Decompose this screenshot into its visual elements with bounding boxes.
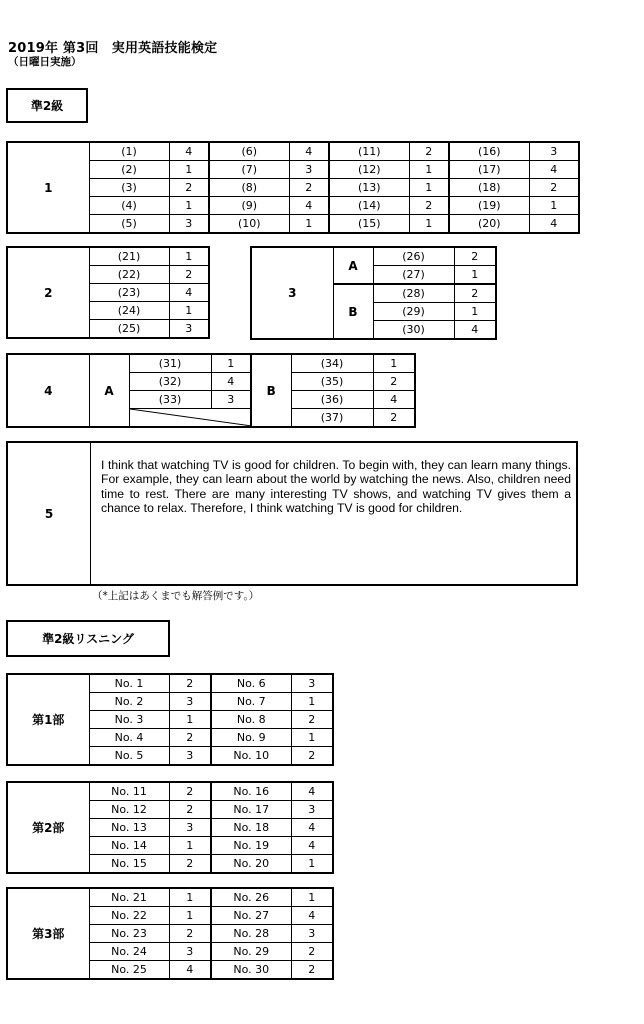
- listening-part2-table: [6, 781, 334, 874]
- listening-part3-table: [6, 887, 334, 980]
- page-subtitle: （日曜日実施）: [8, 56, 82, 68]
- answer-cell: 1: [169, 711, 211, 729]
- question-number: (22): [89, 266, 169, 284]
- page-title: 2019年 第3回 実用英語技能検定: [8, 41, 218, 56]
- listening-part1-table: [6, 673, 334, 766]
- empty-diagonal-cell: [129, 409, 251, 428]
- answer-cell: 3: [169, 693, 211, 711]
- answer-cell: 1: [289, 215, 329, 234]
- question-number: (30): [373, 321, 454, 340]
- question-number: No. 2: [89, 693, 169, 711]
- question-number: (11): [329, 142, 409, 161]
- question-number: No. 17: [211, 801, 291, 819]
- answer-cell: 4: [169, 284, 209, 302]
- listening-part-label: 第1部: [7, 674, 89, 765]
- question-number: No. 26: [211, 888, 291, 907]
- section5-answer-text: I think that watching TV is good for children. To begin with, they can learn many things. For example, they can learn about the world by watching the news. Also, children need time to rest. There are many interesting TV shows, and watching TV gives them a chance to relax. Therefore, I think watching TV is good for children.: [101, 458, 571, 516]
- question-number: (7): [209, 161, 289, 179]
- answer-cell: 4: [291, 819, 333, 837]
- question-number: No. 22: [89, 907, 169, 925]
- answer-cell: 4: [169, 961, 211, 980]
- question-number: No. 3: [89, 711, 169, 729]
- answer-cell: 1: [529, 197, 579, 215]
- question-number: No. 10: [211, 747, 291, 766]
- question-number: (28): [373, 284, 454, 303]
- answer-cell: 2: [289, 179, 329, 197]
- group-b-label: B: [251, 354, 291, 427]
- answer-cell: 1: [169, 888, 211, 907]
- question-number: (29): [373, 303, 454, 321]
- answer-cell: 4: [373, 391, 415, 409]
- answer-cell: 3: [169, 819, 211, 837]
- question-number: No. 14: [89, 837, 169, 855]
- answer-cell: 1: [169, 837, 211, 855]
- question-number: No. 11: [89, 782, 169, 801]
- question-number: (4): [89, 197, 169, 215]
- answer-cell: 1: [454, 266, 496, 285]
- answer-cell: 3: [291, 925, 333, 943]
- question-number: No. 29: [211, 943, 291, 961]
- section4-label: 4: [7, 354, 89, 427]
- question-number: (8): [209, 179, 289, 197]
- answer-cell: 2: [291, 961, 333, 980]
- question-number: (20): [449, 215, 529, 234]
- question-number: No. 6: [211, 674, 291, 693]
- answer-cell: 1: [291, 729, 333, 747]
- group-b-label: B: [333, 284, 373, 339]
- question-number: (36): [291, 391, 373, 409]
- question-number: No. 27: [211, 907, 291, 925]
- listening-part-label: 第3部: [7, 888, 89, 979]
- answer-cell: 2: [529, 179, 579, 197]
- listening-label: 準2級リスニング: [6, 620, 170, 657]
- answer-cell: 2: [454, 284, 496, 303]
- answer-cell: 3: [169, 320, 209, 339]
- question-number: (6): [209, 142, 289, 161]
- answer-cell: 1: [211, 354, 251, 373]
- answer-cell: 1: [169, 907, 211, 925]
- question-number: (34): [291, 354, 373, 373]
- question-number: (37): [291, 409, 373, 428]
- answer-cell: 2: [409, 142, 449, 161]
- answer-cell: 2: [291, 711, 333, 729]
- answer-cell: 4: [291, 837, 333, 855]
- answer-cell: 2: [169, 179, 209, 197]
- question-number: No. 18: [211, 819, 291, 837]
- answer-cell: 2: [169, 266, 209, 284]
- question-number: (19): [449, 197, 529, 215]
- answer-cell: 2: [373, 373, 415, 391]
- question-number: No. 24: [89, 943, 169, 961]
- question-number: (33): [129, 391, 211, 409]
- diagonal-line: [130, 409, 252, 426]
- answer-cell: 2: [169, 855, 211, 874]
- question-number: (9): [209, 197, 289, 215]
- question-number: (31): [129, 354, 211, 373]
- question-number: No. 15: [89, 855, 169, 874]
- question-number: No. 1: [89, 674, 169, 693]
- question-number: No. 7: [211, 693, 291, 711]
- question-number: (32): [129, 373, 211, 391]
- section1-label: 1: [7, 142, 89, 233]
- question-number: (18): [449, 179, 529, 197]
- question-number: No. 8: [211, 711, 291, 729]
- answer-cell: 2: [291, 943, 333, 961]
- question-number: (5): [89, 215, 169, 234]
- answer-cell: 3: [169, 943, 211, 961]
- answer-cell: 2: [291, 747, 333, 766]
- question-number: (23): [89, 284, 169, 302]
- answer-cell: 3: [169, 215, 209, 234]
- answer-cell: 1: [409, 215, 449, 234]
- question-number: (1): [89, 142, 169, 161]
- answer-cell: 1: [169, 197, 209, 215]
- section1-table: [6, 141, 580, 234]
- answer-cell: 4: [211, 373, 251, 391]
- question-number: No. 9: [211, 729, 291, 747]
- answer-cell: 3: [529, 142, 579, 161]
- question-number: (3): [89, 179, 169, 197]
- question-number: (27): [373, 266, 454, 285]
- grade-label: 準2級: [6, 88, 88, 123]
- question-number: No. 13: [89, 819, 169, 837]
- answer-cell: 4: [529, 161, 579, 179]
- answer-cell: 4: [289, 197, 329, 215]
- answer-cell: 3: [211, 391, 251, 409]
- listening-part-label: 第2部: [7, 782, 89, 873]
- answer-cell: 2: [169, 674, 211, 693]
- section3-label: 3: [251, 247, 333, 339]
- question-number: No. 12: [89, 801, 169, 819]
- group-a-label: A: [333, 247, 373, 284]
- section3-table: [250, 246, 497, 340]
- answer-cell: 4: [529, 215, 579, 234]
- question-number: (2): [89, 161, 169, 179]
- question-number: (35): [291, 373, 373, 391]
- question-number: (16): [449, 142, 529, 161]
- section2-label: 2: [7, 247, 89, 338]
- question-number: No. 23: [89, 925, 169, 943]
- answer-cell: 4: [169, 142, 209, 161]
- answer-cell: 3: [169, 747, 211, 766]
- question-number: No. 20: [211, 855, 291, 874]
- answer-cell: 4: [291, 907, 333, 925]
- question-number: No. 21: [89, 888, 169, 907]
- answer-cell: 2: [169, 801, 211, 819]
- question-number: No. 28: [211, 925, 291, 943]
- answer-cell: 1: [454, 303, 496, 321]
- question-number: No. 25: [89, 961, 169, 980]
- answer-cell: 4: [454, 321, 496, 340]
- answer-cell: 1: [373, 354, 415, 373]
- question-number: (21): [89, 247, 169, 266]
- answer-cell: 2: [409, 197, 449, 215]
- section4-table: [6, 353, 416, 428]
- answer-note: （*上記はあくまでも解答例です。）: [92, 590, 260, 602]
- question-number: No. 5: [89, 747, 169, 766]
- question-number: No. 16: [211, 782, 291, 801]
- answer-cell: 1: [409, 179, 449, 197]
- answer-cell: 1: [291, 855, 333, 874]
- answer-cell: 4: [291, 782, 333, 801]
- section5-box: [6, 441, 578, 586]
- answer-cell: 1: [169, 161, 209, 179]
- question-number: (10): [209, 215, 289, 234]
- answer-cell: 1: [169, 247, 209, 266]
- answer-cell: 3: [289, 161, 329, 179]
- question-number: (24): [89, 302, 169, 320]
- question-number: No. 4: [89, 729, 169, 747]
- question-number: (26): [373, 247, 454, 266]
- question-number: (14): [329, 197, 409, 215]
- question-number: No. 30: [211, 961, 291, 980]
- question-number: No. 19: [211, 837, 291, 855]
- section2-table: [6, 246, 210, 339]
- answer-cell: 2: [454, 247, 496, 266]
- answer-cell: 2: [169, 925, 211, 943]
- answer-cell: 1: [409, 161, 449, 179]
- answer-cell: 3: [291, 674, 333, 693]
- answer-cell: 4: [289, 142, 329, 161]
- answer-cell: 1: [291, 888, 333, 907]
- answer-cell: 3: [291, 801, 333, 819]
- section5-label: 5: [8, 443, 91, 584]
- question-number: (12): [329, 161, 409, 179]
- question-number: (25): [89, 320, 169, 339]
- answer-cell: 1: [291, 693, 333, 711]
- question-number: (15): [329, 215, 409, 234]
- answer-cell: 2: [169, 729, 211, 747]
- question-number: (13): [329, 179, 409, 197]
- group-a-label: A: [89, 354, 129, 427]
- answer-cell: 2: [169, 782, 211, 801]
- question-number: (17): [449, 161, 529, 179]
- answer-cell: 2: [373, 409, 415, 428]
- answer-cell: 1: [169, 302, 209, 320]
